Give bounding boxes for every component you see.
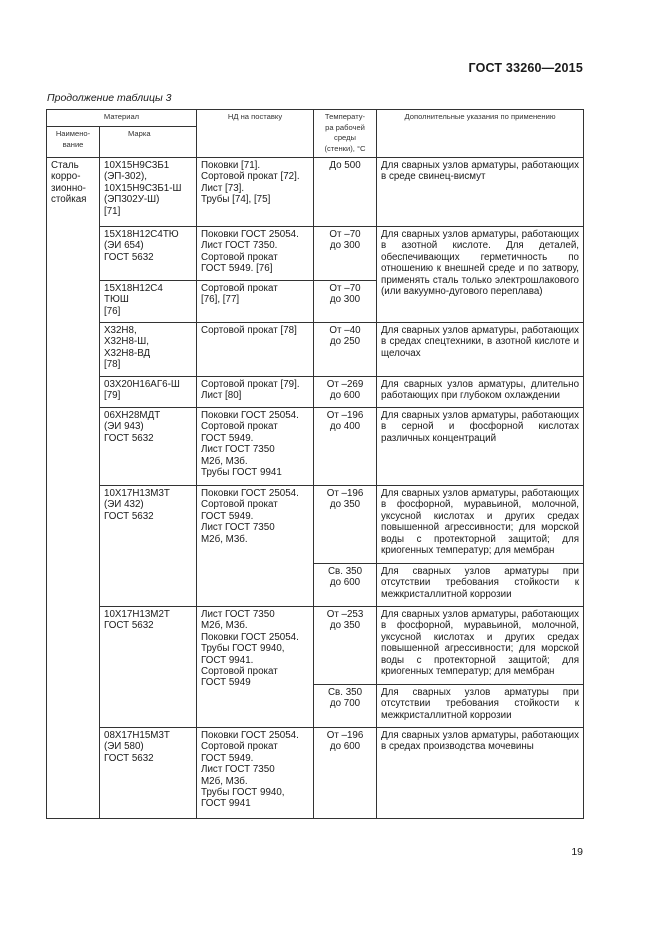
nd-cell: Сортовой прокат [76], [77] [197,281,314,323]
page-number: 19 [571,846,583,858]
grade-cell: 15Х18Н12С4ТЮ (ЭИ 654) ГОСТ 5632 [100,227,197,281]
header-grade: Марка [100,127,197,158]
header-nd: НД на поставку [197,110,314,158]
nd-cell: Сортовой прокат [79]. Лист [80] [197,377,314,408]
temperature-cell: От –269 до 600 [314,377,377,408]
note-cell: Для сварных узлов арматуры, работающих в фосфорной, муравьиной, молочной, уксусной кислотах и других средах повышенной агрессивности; для морской воды с протекторной защитой; для криогенных температур; для мембран [377,607,584,685]
nd-cell: Поковки ГОСТ 25054. Сортовой прокат ГОСТ 5949. Лист ГОСТ 7350 М2б, М3б. Трубы ГОСТ 9940, ГОСТ 9941 [197,728,314,819]
nd-cell: Поковки [71]. Сортовой прокат [72]. Лист [73]. Трубы [74], [75] [197,158,314,227]
grade-cell: 15Х18Н12С4 ТЮШ [76] [100,281,197,323]
temperature-cell: От –253 до 350 [314,607,377,685]
grade-cell: 10Х17Н13М2Т ГОСТ 5632 [100,607,197,728]
header-row-1 [47,110,584,127]
grade-cell: 10Х17Н13М3Т (ЭИ 432) ГОСТ 5632 [100,486,197,607]
note-cell: Для сварных узлов арматуры, работающих в азотной кислоте. Для деталей, обеспечивающих герметичность по отношению к внешней среде и по затвору, применять сталь только электрошлакового (или вакуумно-дугового переплава) [377,227,584,323]
table-row [47,728,584,819]
header-temperature: Температу- ра рабочей среды (стенки), °С [314,110,377,158]
grade-cell: 08Х17Н15М3Т (ЭИ 580) ГОСТ 5632 [100,728,197,819]
nd-cell: Лист ГОСТ 7350 М2б, М3б. Поковки ГОСТ 25054. Трубы ГОСТ 9940, ГОСТ 9941. Сортовой прокат ГОСТ 5949 [197,607,314,728]
material-group-name: Сталь корро- зионно- стойкая [47,158,100,819]
table-row [47,486,584,564]
grade-cell: 06ХН28МДТ (ЭИ 943) ГОСТ 5632 [100,408,197,486]
table-row [47,158,584,227]
temperature-cell: Св. 350 до 700 [314,685,377,728]
nd-cell: Поковки ГОСТ 25054. Сортовой прокат ГОСТ 5949. Лист ГОСТ 7350 М2б, М3б. Трубы ГОСТ 9941 [197,408,314,486]
grade-cell: 10Х15Н9С3Б1 (ЭП-302), 10Х15Н9С3Б1-Ш (ЭП302У-Ш) [71] [100,158,197,227]
table-row [47,607,584,685]
temperature-cell: От –196 до 600 [314,728,377,819]
table-row [47,323,584,377]
table-row [47,377,584,408]
temperature-cell: От –40 до 250 [314,323,377,377]
note-cell: Для сварных узлов арматуры при отсутствии требования стойкости к межкристаллитной коррозии [377,564,584,607]
document-code: ГОСТ 33260—2015 [468,61,583,75]
temperature-cell: От –70 до 300 [314,281,377,323]
nd-cell: Сортовой прокат [78] [197,323,314,377]
table-row [47,408,584,486]
note-cell: Для сварных узлов арматуры, длительно работающих при глубоком охлаждении [377,377,584,408]
header-material: Материал [47,110,197,127]
materials-table [46,109,584,819]
table-row [47,227,584,281]
grade-cell: 03Х20Н16АГ6-Ш [79] [100,377,197,408]
header-notes: Дополнительные указания по применению [377,110,584,158]
temperature-cell: От –70 до 300 [314,227,377,281]
table-continuation-caption: Продолжение таблицы 3 [47,92,172,104]
header-name: Наимено- вание [47,127,100,158]
note-cell: Для сварных узлов арматуры, работающих в серной и фосфорной кислотах различных концентраций [377,408,584,486]
nd-cell: Поковки ГОСТ 25054. Лист ГОСТ 7350. Сортовой прокат ГОСТ 5949. [76] [197,227,314,281]
temperature-cell: До 500 [314,158,377,227]
note-cell: Для сварных узлов арматуры, работающих в средах спецтехники, в азотной кислоте и щелочах [377,323,584,377]
temperature-cell: Св. 350 до 600 [314,564,377,607]
grade-cell: Х32Н8, Х32Н8-Ш, Х32Н8-ВД [78] [100,323,197,377]
note-cell: Для сварных узлов арматуры, работающих в фосфорной, муравьиной, молочной, уксусной кислотах и других средах повышенной агрессивности; для морской воды с протекторной защитой; для криогенных температур; для мембран [377,486,584,564]
nd-cell: Поковки ГОСТ 25054. Сортовой прокат ГОСТ 5949. Лист ГОСТ 7350 М2б, М3б. [197,486,314,607]
temperature-cell: От –196 до 400 [314,408,377,486]
note-cell: Для сварных узлов арматуры при отсутствии требования стойкости к межкристаллитной коррозии [377,685,584,728]
temperature-cell: От –196 до 350 [314,486,377,564]
note-cell: Для сварных узлов арматуры, работающих в средах производства мочевины [377,728,584,819]
note-cell: Для сварных узлов арматуры, работающих в среде свинец-висмут [377,158,584,227]
